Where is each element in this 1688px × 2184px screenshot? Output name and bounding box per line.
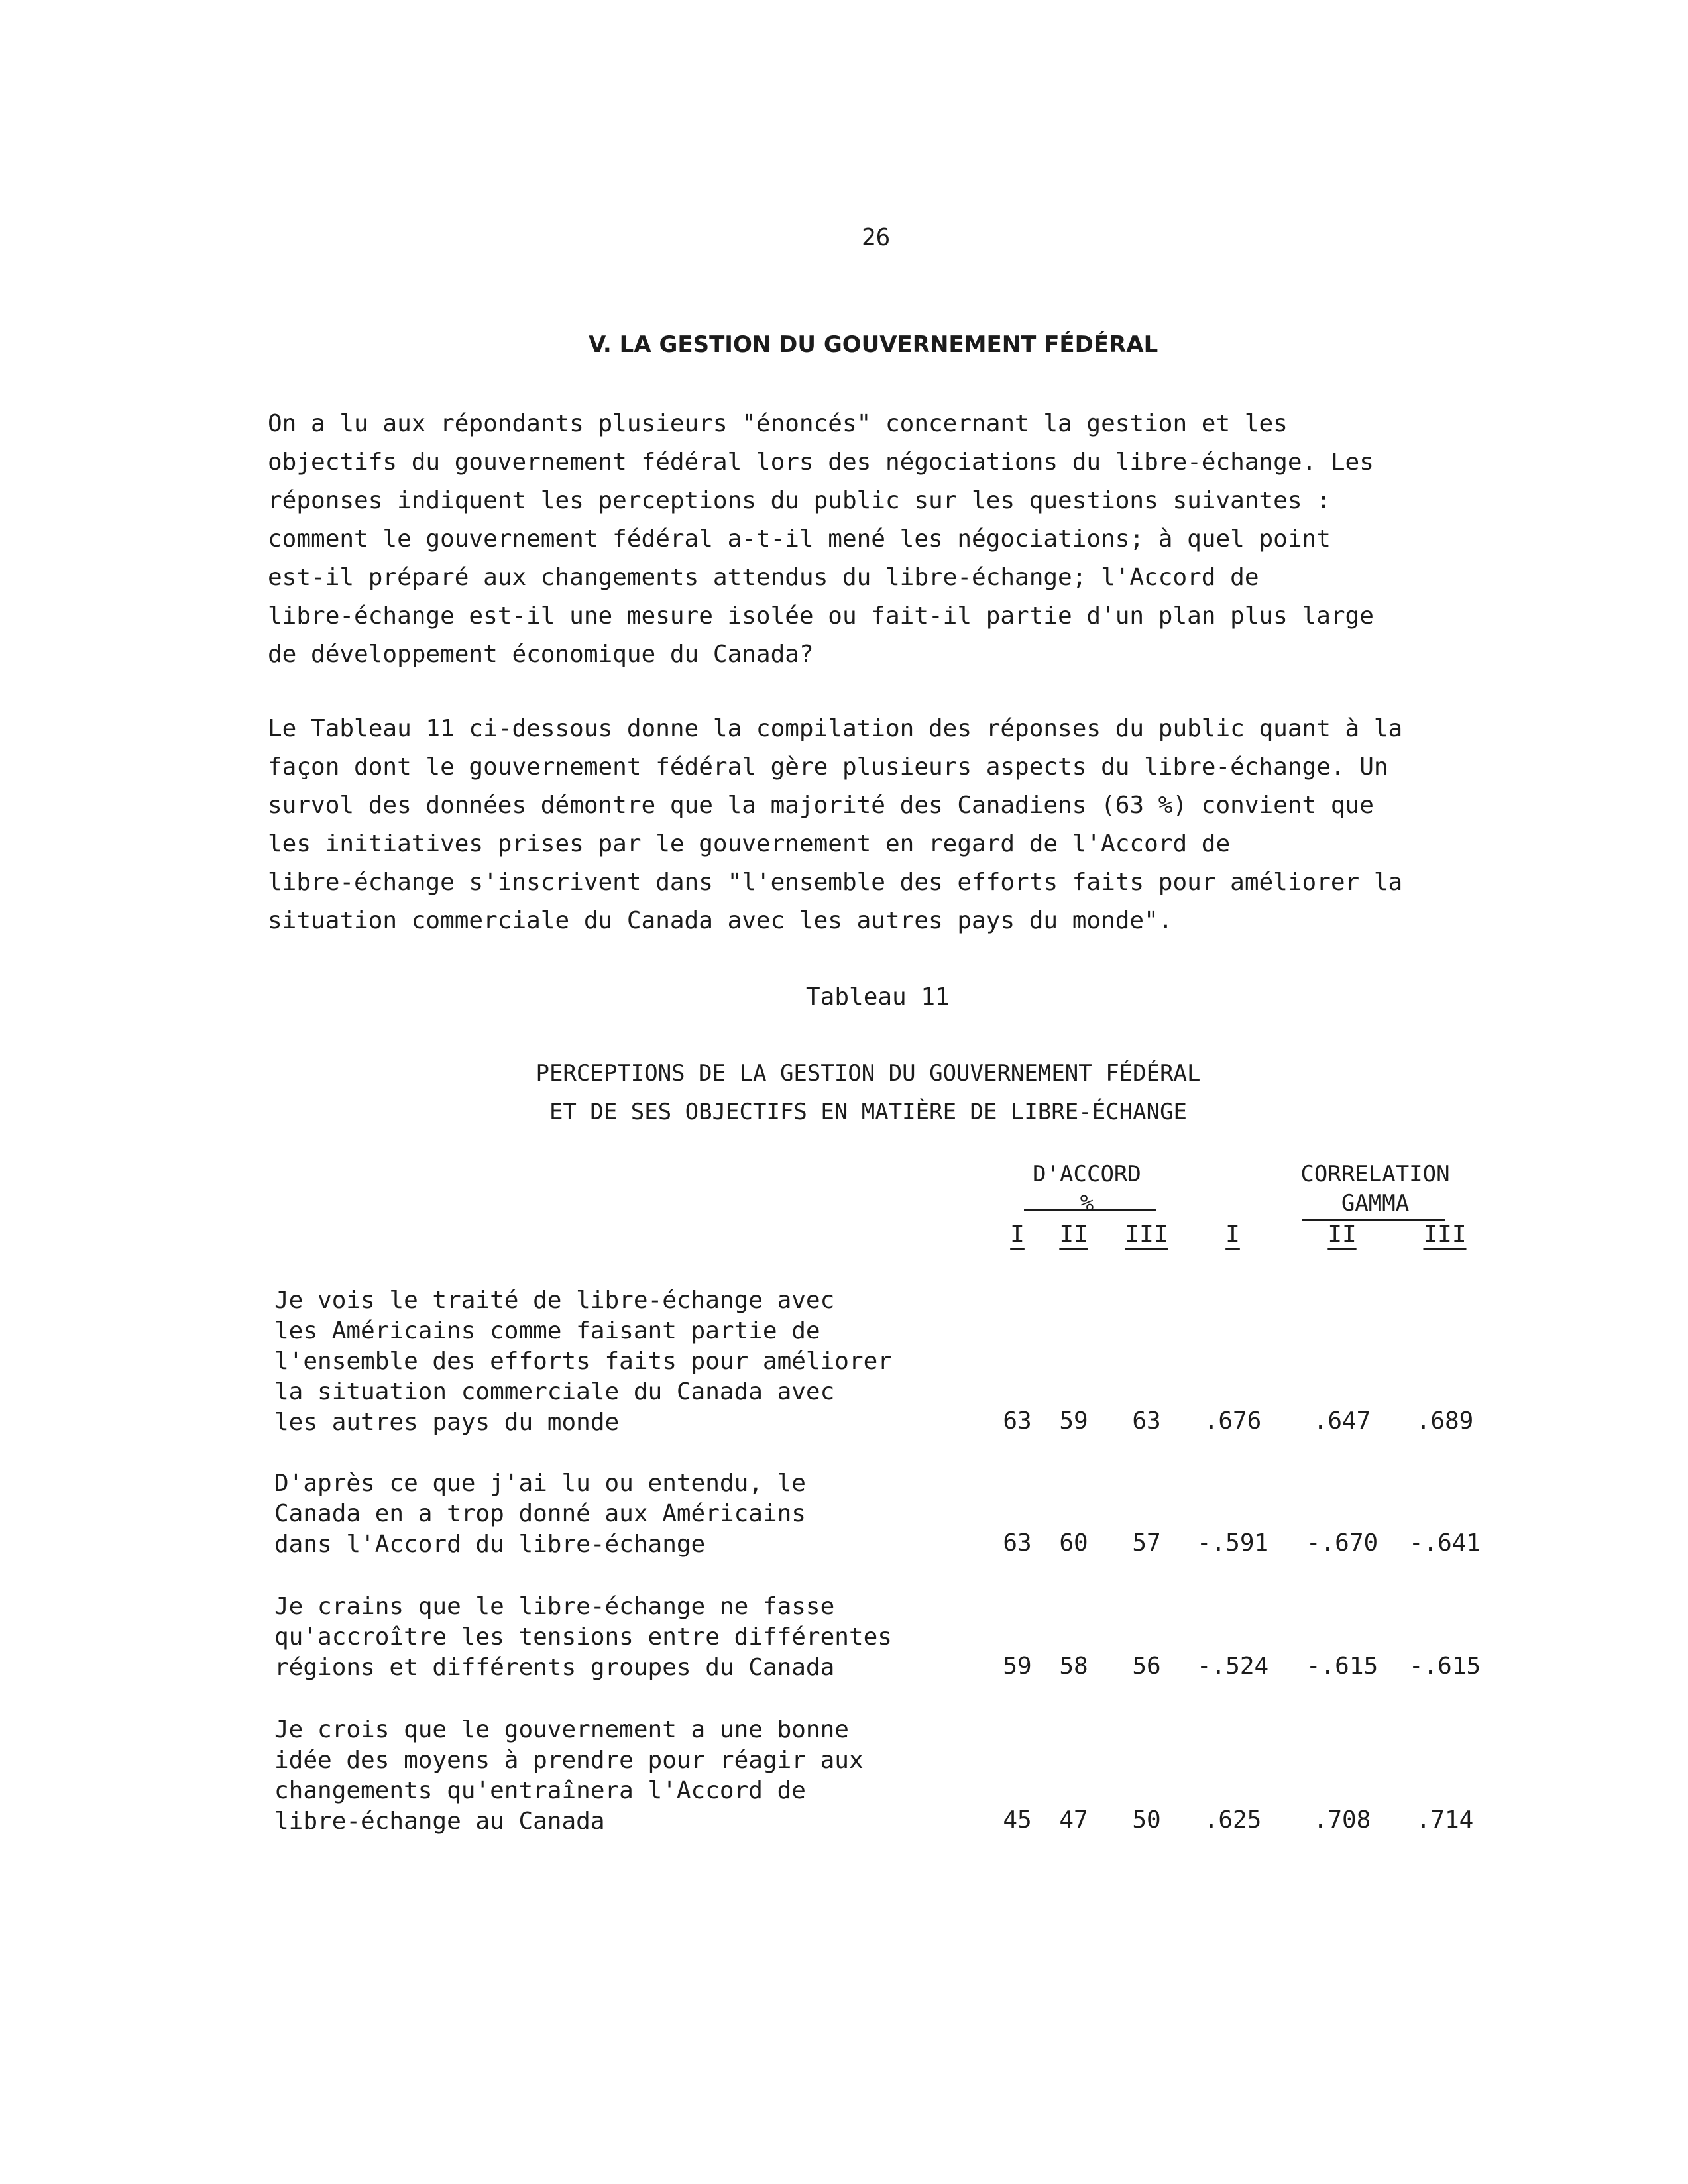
- cell-accord-ii: 59: [1059, 1407, 1088, 1435]
- paragraph-line: libre-échange est-il une mesure isolée ou fait-il partie d'un plan plus large: [268, 602, 1374, 629]
- paragraph-line: façon dont le gouvernement fédéral gère plusieurs aspects du libre-échange. Un: [268, 753, 1388, 781]
- paragraph-line: situation commerciale du Canada avec les autres pays du monde".: [268, 907, 1173, 934]
- cell-gamma-ii: .647: [1313, 1407, 1371, 1435]
- table-label: Tableau 11: [806, 983, 950, 1010]
- statement-line: Je crains que le libre-échange ne fasse: [274, 1593, 835, 1620]
- paragraph-line: les initiatives prises par le gouvernement en regard de l'Accord de: [268, 830, 1231, 857]
- paragraph-line: Le Tableau 11 ci-dessous donne la compilation des réponses du public quant à la: [268, 715, 1403, 742]
- summary-paragraph: [268, 710, 1500, 940]
- cell-accord-i: 63: [1003, 1529, 1032, 1556]
- statement-line: D'après ce que j'ai lu ou entendu, le: [274, 1470, 806, 1497]
- paragraph-line: de développement économique du Canada?: [268, 641, 814, 668]
- section-heading: V. LA GESTION DU GOUVERNEMENT FÉDÉRAL: [589, 331, 1158, 358]
- paragraph-line: comment le gouvernement fédéral a-t-il mené les négociations; à quel point: [268, 525, 1331, 553]
- table-title-line: ET DE SES OBJECTIFS EN MATIÈRE DE LIBRE-ÉCHANGE: [549, 1099, 1188, 1125]
- correlation-group-header: CORRELATION: [1300, 1161, 1450, 1187]
- cell-gamma-ii: .708: [1313, 1806, 1371, 1833]
- cell-gamma-i: -.524: [1196, 1653, 1269, 1680]
- paragraph-line: objectifs du gouvernement fédéral lors des négociations du libre-échange. Les: [268, 449, 1374, 476]
- statement-line: changements qu'entraînera l'Accord de: [274, 1777, 806, 1804]
- statement-line: Je vois le traité de libre-échange avec: [274, 1287, 835, 1314]
- row-statement: [274, 1592, 892, 1683]
- paragraph-line: libre-échange s'inscrivent dans "l'ensemble des efforts faits pour améliorer la: [268, 869, 1403, 896]
- paragraph-line: On a lu aux répondants plusieurs "énoncés" concernant la gestion et les: [268, 410, 1288, 437]
- cell-gamma-i: .676: [1204, 1407, 1262, 1435]
- page-number: 26: [862, 224, 891, 251]
- row-statement: [274, 1715, 864, 1837]
- cell-accord-iii: 57: [1132, 1529, 1161, 1556]
- col-header-accord-i: I: [1010, 1221, 1025, 1248]
- intro-paragraph: [268, 405, 1500, 674]
- col-header-gamma-i: I: [1225, 1221, 1240, 1248]
- cell-gamma-ii: -.615: [1306, 1653, 1379, 1680]
- row-statement: [274, 1285, 892, 1438]
- statement-line: Canada en a trop donné aux Américains: [274, 1500, 806, 1527]
- paragraph-line: est-il préparé aux changements attendus du libre-échange; l'Accord de: [268, 564, 1259, 591]
- cell-accord-iii: 50: [1132, 1806, 1161, 1833]
- cell-accord-i: 45: [1003, 1806, 1032, 1833]
- cell-accord-iii: 63: [1132, 1407, 1161, 1435]
- accord-group-unit: %: [1080, 1190, 1094, 1217]
- statement-line: libre-échange au Canada: [274, 1808, 605, 1835]
- cell-gamma-i: -.591: [1196, 1529, 1269, 1556]
- col-header-accord-iii: III: [1125, 1221, 1168, 1248]
- statement-line: régions et différents groupes du Canada: [274, 1654, 835, 1681]
- cell-gamma-iii: -.641: [1408, 1529, 1481, 1556]
- cell-gamma-iii: .714: [1416, 1806, 1474, 1833]
- cell-accord-ii: 47: [1059, 1806, 1088, 1833]
- paragraph-line: survol des données démontre que la majorité des Canadiens (63 %) convient que: [268, 792, 1374, 819]
- cell-accord-ii: 60: [1059, 1529, 1088, 1556]
- paragraph-line: réponses indiquent les perceptions du public sur les questions suivantes :: [268, 487, 1331, 514]
- statement-line: les Américains comme faisant partie de: [274, 1317, 820, 1344]
- cell-gamma-iii: -.615: [1408, 1653, 1481, 1680]
- statement-line: Je crois que le gouvernement a une bonne: [274, 1716, 849, 1743]
- col-header-gamma-iii: III: [1423, 1221, 1467, 1248]
- cell-accord-iii: 56: [1132, 1653, 1161, 1680]
- correlation-group-subheader: GAMMA: [1341, 1190, 1410, 1217]
- table-title-line: PERCEPTIONS DE LA GESTION DU GOUVERNEMENT FÉDÉRAL: [535, 1060, 1201, 1087]
- row-statement: [274, 1468, 806, 1560]
- cell-accord-i: 63: [1003, 1407, 1032, 1435]
- cell-gamma-i: .625: [1204, 1806, 1262, 1833]
- cell-gamma-ii: -.670: [1306, 1529, 1379, 1556]
- statement-line: dans l'Accord du libre-échange: [274, 1531, 706, 1558]
- cell-gamma-iii: .689: [1416, 1407, 1474, 1435]
- statement-line: la situation commerciale du Canada avec: [274, 1378, 835, 1405]
- statement-line: l'ensemble des efforts faits pour améliorer: [274, 1348, 892, 1375]
- statement-line: idée des moyens à prendre pour réagir aux: [274, 1747, 864, 1774]
- col-header-gamma-ii: II: [1327, 1221, 1357, 1248]
- cell-accord-ii: 58: [1059, 1653, 1088, 1680]
- col-header-accord-ii: II: [1059, 1221, 1088, 1248]
- statement-line: les autres pays du monde: [274, 1409, 620, 1436]
- statement-line: qu'accroître les tensions entre différentes: [274, 1623, 892, 1651]
- cell-accord-i: 59: [1003, 1653, 1032, 1680]
- accord-group-header: D'ACCORD: [1033, 1161, 1141, 1187]
